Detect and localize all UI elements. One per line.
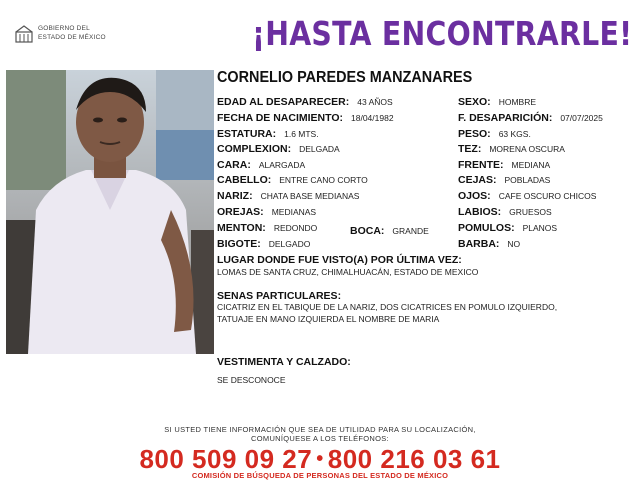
nariz-label: NARIZ: [217, 190, 253, 202]
field-tez [458, 141, 565, 156]
field-orejas [217, 204, 316, 219]
field-fecha-nacimiento [217, 110, 394, 125]
field-pomulos [458, 220, 557, 235]
barba-label: BARBA: [458, 238, 500, 250]
clothing-text: SE DESCONOCE [217, 375, 286, 385]
field-bigote [217, 236, 310, 251]
field-estatura [217, 126, 319, 141]
fnac-value: 18/04/1982 [351, 113, 394, 123]
cabello-label: CABELLO: [217, 174, 272, 186]
state-seal-icon [14, 24, 34, 44]
frente-label: FRENTE: [458, 159, 504, 171]
fdes-label: F. DESAPARICIÓN: [458, 112, 553, 124]
pomulos-label: POMULOS: [458, 222, 515, 234]
complexion-value: DELGADA [299, 144, 340, 154]
barba-value: NO [507, 239, 521, 249]
boca-value: GRANDE [392, 226, 429, 236]
peso-label: PESO: [458, 128, 491, 140]
boca-label: BOCA: [350, 225, 385, 237]
field-cejas [458, 172, 550, 187]
field-barba [458, 236, 520, 251]
field-complexion [217, 141, 340, 156]
orejas-label: OREJAS: [217, 206, 264, 218]
last-seen-title: LUGAR DONDE FUE VISTO(A) POR ÚLTIMA VEZ: [217, 254, 462, 266]
field-frente [458, 157, 550, 172]
labios-label: LABIOS: [458, 206, 502, 218]
fnac-label: FECHA DE NACIMIENTO: [217, 112, 343, 124]
phone-number-2[interactable]: 800 216 03 61 [327, 444, 501, 474]
field-boca [350, 223, 429, 238]
contact-note-line1: SI USTED TIENE INFORMACIÓN QUE SEA DE UTILIDAD PARA SU LOCALIZACIÓN, [164, 425, 476, 434]
commission-name: COMISIÓN DE BÚSQUEDA DE PERSONAS DEL ESTADO DE MÉXICO [191, 471, 449, 480]
field-labios [458, 204, 552, 219]
field-edad [217, 94, 393, 109]
clothing-title: VESTIMENTA Y CALZADO: [217, 356, 351, 368]
sexo-value: HOMBRE [498, 97, 536, 107]
distinguishing-marks-title: SENAS PARTICULARES: [217, 290, 342, 302]
nariz-value: CHATA BASE MEDIANAS [260, 191, 360, 201]
contact-note-line2: COMUNÍQUESE A LOS TELÉFONOS: [251, 434, 389, 443]
cara-label: CARA: [217, 159, 251, 171]
labios-value: GRUESOS [509, 207, 552, 217]
frente-value: MEDIANA [511, 160, 551, 170]
field-ojos [458, 188, 596, 203]
sexo-label: SEXO: [458, 96, 491, 108]
phone-number-1[interactable]: 800 509 09 27 [139, 444, 313, 474]
field-menton [217, 220, 317, 235]
state-government-logo [14, 24, 114, 46]
field-cara [217, 157, 305, 172]
peso-value: 63 KGS. [498, 129, 531, 139]
field-cabello [217, 172, 368, 187]
headline: ¡HASTA ENCONTRARLE! [252, 14, 633, 53]
pomulos-value: PLANOS [522, 223, 558, 233]
missing-person-photo [6, 70, 214, 354]
field-sexo [458, 94, 536, 109]
bigote-value: DELGADO [268, 239, 311, 249]
last-seen-text: LOMAS DE SANTA CRUZ, CHIMALHUACÁN, ESTADO DE MEXICO [217, 267, 479, 277]
menton-value: REDONDO [273, 223, 318, 233]
tez-label: TEZ: [458, 143, 482, 155]
fdes-value: 07/07/2025 [560, 113, 603, 123]
cabello-value: ENTRE CANO CORTO [279, 175, 368, 185]
complexion-label: COMPLEXION: [217, 143, 292, 155]
menton-label: MENTON: [217, 222, 266, 234]
ojos-label: OJOS: [458, 190, 491, 202]
field-peso [458, 126, 531, 141]
edad-label: EDAD AL DESAPARECER: [217, 96, 350, 108]
logo-text-line2: ESTADO DE MÉXICO [38, 34, 106, 41]
orejas-value: MEDIANAS [271, 207, 317, 217]
phone-separator: • [316, 448, 324, 470]
tez-value: MORENA OSCURA [489, 144, 565, 154]
ojos-value: CAFE OSCURO CHICOS [498, 191, 597, 201]
cejas-value: POBLADAS [504, 175, 551, 185]
cara-value: ALARGADA [258, 160, 306, 170]
logo-text-line1: GOBIERNO DEL [38, 25, 90, 32]
estatura-label: ESTATURA: [217, 128, 277, 140]
distinguishing-marks-line1: CICATRIZ EN EL TABIQUE DE LA NARIZ, DOS CICATRICES EN POMULO IZQUIERDO, [217, 302, 558, 312]
bigote-label: BIGOTE: [217, 238, 261, 250]
cejas-label: CEJAS: [458, 174, 497, 186]
field-nariz [217, 188, 359, 203]
estatura-value: 1.6 MTS. [284, 129, 319, 139]
edad-value: 43 AÑOS [357, 97, 393, 107]
person-name: CORNELIO PAREDES MANZANARES [217, 69, 473, 86]
field-fecha-desaparicion [458, 110, 603, 125]
person-photo-illustration [6, 70, 214, 354]
distinguishing-marks-line2: TATUAJE EN MANO IZQUIERDA EL NOMBRE DE MARIA [217, 314, 440, 324]
